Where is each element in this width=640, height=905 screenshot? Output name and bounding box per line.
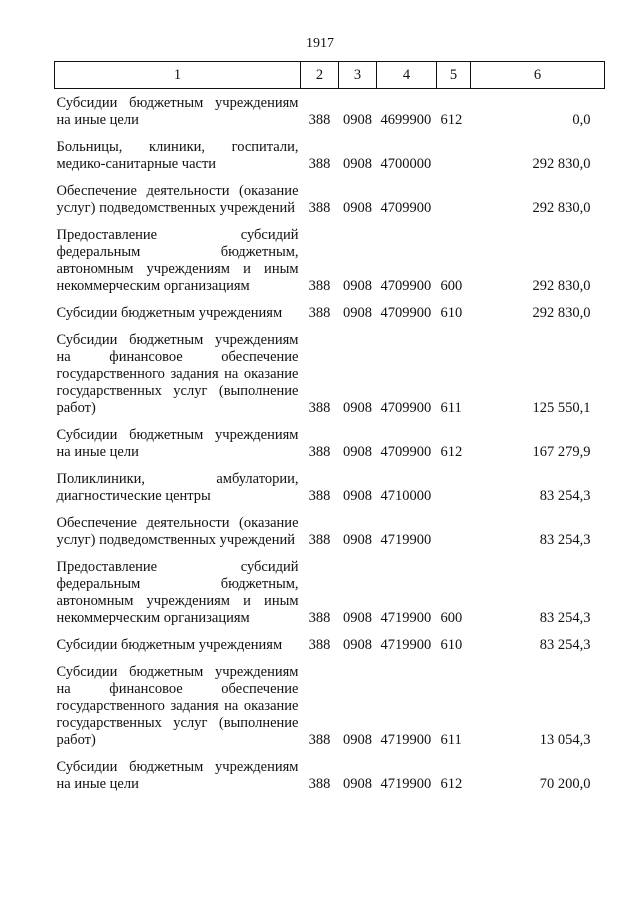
row-expense-type [437,461,471,505]
budget-table [54,61,605,793]
row-expense-type: 612 [440,776,463,792]
row-target-code: 4719900 [380,532,432,548]
table-row [55,417,605,461]
row-expense-type [437,129,471,173]
row-section-code: 0908 [343,400,372,416]
table-row [55,89,605,130]
row-amount: 83 254,3 [539,637,591,653]
header-col-6: 6 [471,62,605,89]
header-row [55,62,605,89]
row-target-code: 4709900 [380,200,432,216]
row-name: Субсидии бюджетным учреждениям на финансовое обеспечение государственного задания на оказание государственных услуг (выполнение работ) [56,332,299,416]
row-ministry-code: 388 [308,488,331,504]
row-expense-type: 600 [440,610,463,626]
header-col-4: 4 [377,62,437,89]
row-amount: 292 830,0 [532,305,591,321]
row-ministry-code: 388 [308,200,331,216]
row-amount: 292 830,0 [532,156,591,172]
row-name: Субсидии бюджетным учреждениям на иные цели [56,427,299,460]
header-col-2: 2 [301,62,339,89]
row-section-code: 0908 [343,156,372,172]
row-expense-type [437,505,471,549]
table-row [55,654,605,749]
row-ministry-code: 388 [308,400,331,416]
row-section-code: 0908 [343,610,372,626]
row-section-code: 0908 [343,732,372,748]
row-target-code: 4719900 [380,732,432,748]
table-header [55,62,605,89]
row-target-code: 4709900 [380,400,432,416]
row-name: Субсидии бюджетным учреждениям на иные цели [56,95,299,128]
table-row [55,322,605,417]
row-target-code: 4719900 [380,610,432,626]
row-amount: 83 254,3 [539,610,591,626]
table-row [55,129,605,173]
table-row [55,461,605,505]
row-name: Субсидии бюджетным учреждениям на финансовое обеспечение государственного задания на оказание государственных услуг (выполнение работ) [56,664,299,748]
row-amount: 13 054,3 [539,732,591,748]
row-section-code: 0908 [343,637,372,653]
row-ministry-code: 388 [308,112,331,128]
table-row [55,173,605,217]
row-ministry-code: 388 [308,637,331,653]
table-row [55,749,605,793]
row-section-code: 0908 [343,776,372,792]
row-name: Поликлиники, амбулатории, диагностические центры [56,471,299,504]
row-amount: 0,0 [572,112,591,128]
row-expense-type: 610 [440,637,463,653]
row-amount: 83 254,3 [539,488,591,504]
row-name: Субсидии бюджетным учреждениям [56,305,283,321]
table-row [55,217,605,295]
row-expense-type: 610 [440,305,463,321]
row-amount: 292 830,0 [532,200,591,216]
row-ministry-code: 388 [308,610,331,626]
table-row [55,627,605,654]
row-expense-type: 612 [440,444,463,460]
row-target-code: 4719900 [380,637,432,653]
row-target-code: 4719900 [380,776,432,792]
header-col-5: 5 [437,62,471,89]
row-amount: 292 830,0 [532,278,591,294]
row-ministry-code: 388 [308,156,331,172]
row-expense-type: 611 [440,400,462,416]
row-ministry-code: 388 [308,532,331,548]
row-name: Больницы, клиники, госпитали, медико-санитарные части [56,139,299,172]
row-section-code: 0908 [343,278,372,294]
row-ministry-code: 388 [308,776,331,792]
row-name: Обеспечение деятельности (оказание услуг) подведомственных учреждений [56,515,299,548]
row-target-code: 4699900 [380,112,432,128]
row-expense-type: 611 [440,732,462,748]
row-target-code: 4710000 [380,488,432,504]
row-amount: 125 550,1 [532,400,591,416]
page-number: 1917 [306,36,334,51]
table-row [55,505,605,549]
row-name: Субсидии бюджетным учреждениям [56,637,283,653]
row-name: Обеспечение деятельности (оказание услуг) подведомственных учреждений [56,183,299,216]
row-ministry-code: 388 [308,305,331,321]
row-amount: 83 254,3 [539,532,591,548]
row-expense-type [437,173,471,217]
table-body [55,89,605,794]
row-section-code: 0908 [343,444,372,460]
row-target-code: 4700000 [380,156,432,172]
row-ministry-code: 388 [308,278,331,294]
row-amount: 167 279,9 [532,444,591,460]
row-section-code: 0908 [343,200,372,216]
row-section-code: 0908 [343,305,372,321]
row-ministry-code: 388 [308,732,331,748]
row-section-code: 0908 [343,532,372,548]
row-section-code: 0908 [343,112,372,128]
row-name: Субсидии бюджетным учреждениям на иные цели [56,759,299,792]
table-row [55,295,605,322]
row-section-code: 0908 [343,488,372,504]
table-row [55,549,605,627]
row-target-code: 4709900 [380,305,432,321]
row-name: Предоставление субсидий федеральным бюджетным, автономным учреждениям и иным некоммерческим организациям [56,559,299,626]
row-ministry-code: 388 [308,444,331,460]
header-col-1: 1 [55,62,301,89]
header-col-3: 3 [339,62,377,89]
row-target-code: 4709900 [380,444,432,460]
row-name: Предоставление субсидий федеральным бюджетным, автономным учреждениям и иным некоммерческим организациям [56,227,299,294]
row-target-code: 4709900 [380,278,432,294]
row-amount: 70 200,0 [539,776,591,792]
row-expense-type: 600 [440,278,463,294]
row-expense-type: 612 [440,112,463,128]
